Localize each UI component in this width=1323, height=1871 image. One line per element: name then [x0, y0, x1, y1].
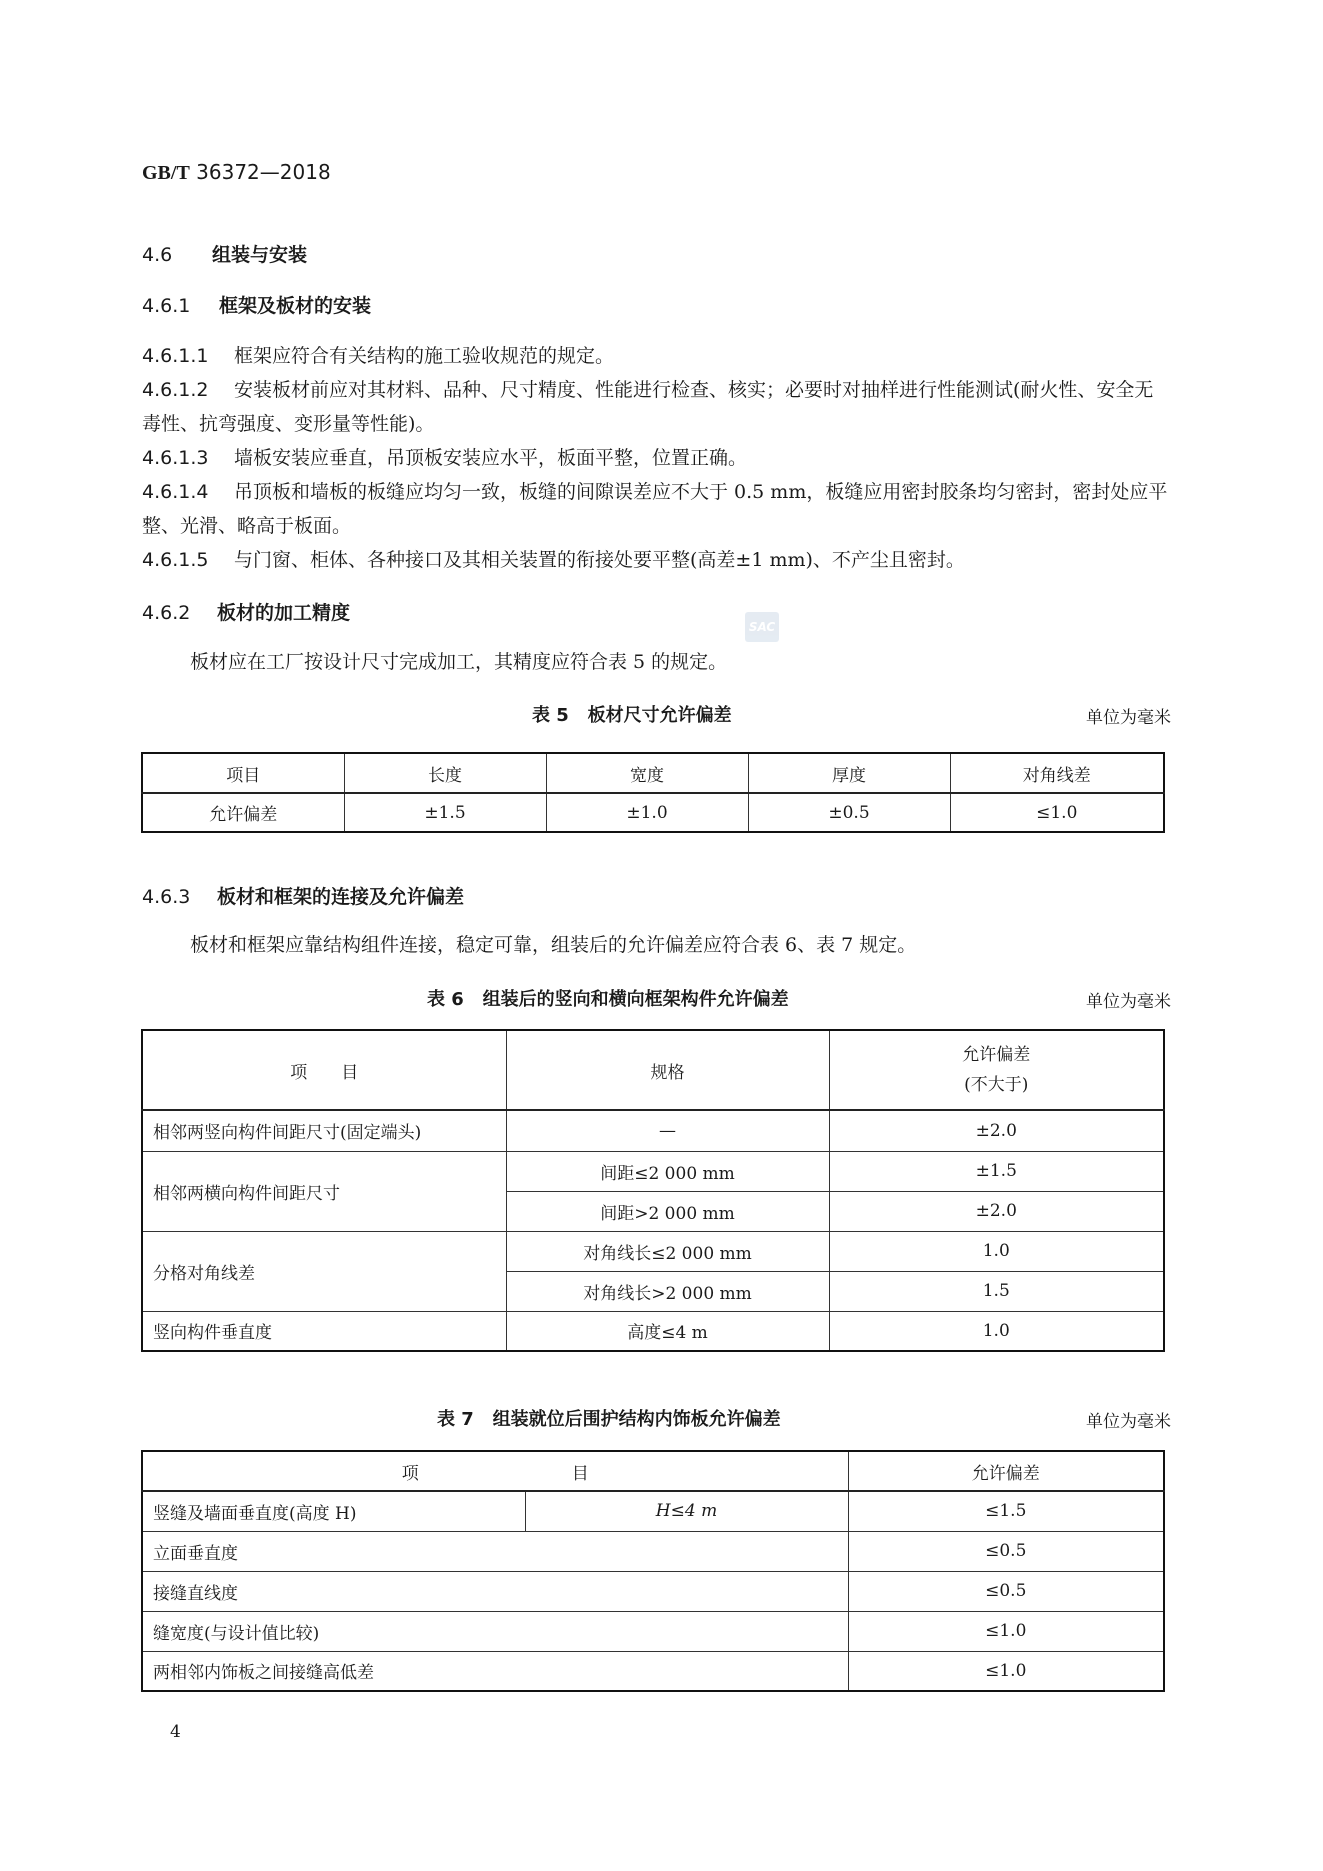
clause-text: 与门窗、柜体、各种接口及其相关装置的衔接处要平整(高差±1 mm)、不产尘且密封。: [234, 549, 965, 571]
table-7: [141, 1450, 1165, 1692]
spec-cell: 对角线长>2 000 mm: [506, 1271, 829, 1311]
table-title: 板材尺寸允许偏差: [587, 705, 732, 726]
clause-number: 4.6.1.2: [142, 379, 209, 401]
table-title: 组装后的竖向和横向框架构件允许偏差: [482, 989, 789, 1010]
section-number: 4.6.1: [142, 295, 191, 317]
item-cell: 两相邻内饰板之间接缝高低差: [142, 1651, 848, 1691]
table-7-unit: 单位为毫米: [1086, 1412, 1171, 1432]
value-cell: ±1.5: [344, 793, 546, 832]
section-4-6-2-paragraph: 板材应在工厂按设计尺寸完成加工，其精度应符合表 5 的规定。: [190, 651, 728, 673]
clause-number: 4.6.1.3: [142, 447, 209, 469]
header-cell: 项 目: [142, 1451, 848, 1491]
table-row: [142, 1611, 1164, 1651]
clause-4-6-1-4: [142, 475, 1172, 543]
header-cell: 宽度: [546, 753, 748, 793]
table-number: 表 6: [427, 989, 464, 1010]
section-title: 框架及板材的安装: [219, 295, 372, 317]
table-header-row: [142, 753, 1164, 793]
table-5-unit: 单位为毫米: [1086, 708, 1171, 728]
value-cell: ±1.5: [829, 1151, 1164, 1191]
header-cell: 对角线差: [950, 753, 1164, 793]
value-cell: ±2.0: [829, 1110, 1164, 1151]
section-title: 板材的加工精度: [217, 602, 351, 624]
item-cell: 立面垂直度: [142, 1531, 848, 1571]
section-4-6-3-paragraph: 板材和框架应靠结构组件连接，稳定可靠，组装后的允许偏差应符合表 6、表 7 规定。: [190, 934, 917, 956]
spec-cell: —: [506, 1110, 829, 1151]
clause-4-6-1-5: [142, 543, 1172, 577]
spec-cell: 间距≤2 000 mm: [506, 1151, 829, 1191]
clause-4-6-1-1: [142, 339, 1172, 373]
clause-text: 框架应符合有关结构的施工验收规范的规定。: [234, 345, 615, 367]
value-cell: ≤1.5: [848, 1491, 1164, 1531]
section-title: 组装与安装: [212, 244, 308, 266]
table-row: [142, 1231, 1164, 1271]
table-5: [141, 752, 1165, 833]
table-6: [141, 1029, 1165, 1352]
spec-text: H≤4 m: [655, 1501, 718, 1522]
clause-4-6-1-2: [142, 373, 1172, 441]
section-title: 板材和框架的连接及允许偏差: [217, 886, 465, 908]
clause-text: 墙板安装应垂直，吊顶板安装应水平，板面平整，位置正确。: [234, 447, 748, 469]
item-cell: 竖向构件垂直度: [142, 1311, 506, 1351]
standard-number: [142, 160, 331, 185]
value-cell: ≤0.5: [848, 1571, 1164, 1611]
section-number: 4.6.3: [142, 886, 191, 908]
table-row: [142, 1151, 1164, 1191]
spec-cell: 间距>2 000 mm: [506, 1191, 829, 1231]
value-cell: ±1.0: [546, 793, 748, 832]
table-row: [142, 793, 1164, 832]
table-6-unit: 单位为毫米: [1086, 992, 1171, 1012]
section-4-6-1-heading: [142, 291, 371, 318]
table-5-caption: [532, 701, 732, 727]
clause-text: 吊顶板和墙板的板缝应均匀一致，板缝的间隙误差应不大于 0.5 mm，板缝应用密封胶条均匀密封，密封处应平整、光滑、略高于板面。: [142, 481, 1168, 537]
item-cell: 分格对角线差: [142, 1231, 506, 1311]
value-cell: ≤0.5: [848, 1531, 1164, 1571]
clause-number: 4.6.1.1: [142, 345, 209, 367]
clause-number: 4.6.1.4: [142, 481, 209, 503]
item-cell: 相邻两竖向构件间距尺寸(固定端头): [142, 1110, 506, 1151]
header-cell: 长度: [344, 753, 546, 793]
value-cell: ±2.0: [829, 1191, 1164, 1231]
page-number: 4: [170, 1722, 181, 1742]
table-number: 表 7: [437, 1409, 474, 1430]
table-number: 表 5: [532, 705, 569, 726]
sac-watermark-logo: SAC: [745, 612, 779, 642]
value-cell: 1.5: [829, 1271, 1164, 1311]
header-cell: 规格: [506, 1030, 829, 1110]
table-row: [142, 1110, 1164, 1151]
table-row: [142, 1311, 1164, 1351]
header-cell: 允许偏差: [848, 1451, 1164, 1491]
clause-4-6-1-3: [142, 441, 1172, 475]
value-cell: ≤1.0: [848, 1611, 1164, 1651]
header-line: (不大于): [964, 1075, 1029, 1095]
header-cell: [829, 1030, 1164, 1110]
header-cell: 项目: [142, 753, 344, 793]
value-cell: 1.0: [829, 1311, 1164, 1351]
item-cell: 竖缝及墙面垂直度(高度 H): [142, 1491, 525, 1531]
table-row: [142, 1651, 1164, 1691]
clause-number: 4.6.1.5: [142, 549, 209, 571]
section-number: 4.6.2: [142, 602, 191, 624]
header-cell: 项 目: [142, 1030, 506, 1110]
table-7-caption: [437, 1405, 781, 1431]
table-header-row: [142, 1451, 1164, 1491]
table-row: [142, 1571, 1164, 1611]
table-title: 组装就位后围护结构内饰板允许偏差: [492, 1409, 781, 1430]
item-cell: 缝宽度(与设计值比较): [142, 1611, 848, 1651]
section-4-6-3-heading: [142, 882, 464, 909]
section-4-6-2-heading: [142, 598, 350, 625]
header-cell: 厚度: [748, 753, 950, 793]
item-cell: 相邻两横向构件间距尺寸: [142, 1151, 506, 1231]
standard-prefix: GB/T: [142, 162, 190, 184]
item-cell: 接缝直线度: [142, 1571, 848, 1611]
row-label: 允许偏差: [142, 793, 344, 832]
spec-cell: 高度≤4 m: [506, 1311, 829, 1351]
section-4-6-heading: [142, 240, 307, 267]
table-row: [142, 1531, 1164, 1571]
clause-text: 安装板材前应对其材料、品种、尺寸精度、性能进行检查、核实；必要时对抽样进行性能测试(耐火性、安全无毒性、抗弯强度、变形量等性能)。: [142, 379, 1154, 435]
value-cell: ≤1.0: [950, 793, 1164, 832]
spec-cell: [525, 1491, 848, 1531]
table-6-caption: [427, 985, 789, 1011]
value-cell: 1.0: [829, 1231, 1164, 1271]
table-header-row: [142, 1030, 1164, 1110]
section-number: 4.6: [142, 244, 173, 266]
header-line: 允许偏差: [962, 1045, 1031, 1065]
value-cell: ≤1.0: [848, 1651, 1164, 1691]
table-row: [142, 1491, 1164, 1531]
standard-code: 36372—2018: [196, 160, 331, 184]
value-cell: ±0.5: [748, 793, 950, 832]
spec-cell: 对角线长≤2 000 mm: [506, 1231, 829, 1271]
